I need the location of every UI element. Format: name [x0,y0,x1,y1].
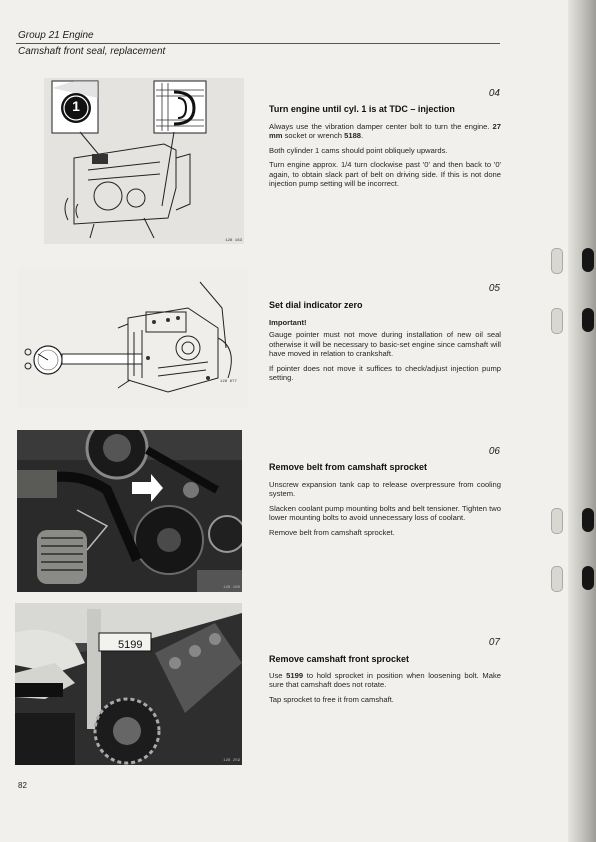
callout-number: 1 [72,98,80,114]
figure-sprocket-removal-photo [15,603,242,765]
binder-hole-shadow [582,248,594,272]
binder-hole [551,248,563,274]
step-body-04 [269,122,501,193]
paragraph: Always use the vibration damper center bolt to turn the engine. 27 mm socket or wrench 5188. [269,122,501,141]
header-group: Group 21 Engine [18,30,94,41]
figure-engine-belt-photo [17,430,242,592]
binder-hole-shadow [582,566,594,590]
binder-hole [551,508,563,534]
paragraph: Unscrew expansion tank cap to release overpressure from cooling system. [269,480,501,499]
figure-dial-indicator-illustration [18,268,248,408]
step-body-07 [269,671,501,709]
binder-hole-shadow [582,508,594,532]
page-number: 82 [18,781,27,790]
step-title-05: Set dial indicator zero [269,300,363,310]
paragraph: Tap sprocket to free it from camshaft. [269,694,394,704]
step-number-06: 06 [488,446,500,457]
header-divider [16,43,500,44]
important-label: Important! [269,318,307,327]
step-body-05 [269,318,501,387]
paragraph: Gauge pointer must not move during installation of new oil seal otherwise it will be necessary to basic-set engine since camshaft will have moved in relation to crankshaft. [269,330,501,359]
step-number-05: 05 [488,283,500,294]
page-edge-shadow [568,0,596,842]
step-title-06: Remove belt from camshaft sprocket [269,462,428,472]
figure-number: 128 160 [223,586,240,590]
step-title-04: Turn engine until cyl. 1 is at TDC – injection [269,104,455,114]
step-body-06 [269,480,501,542]
figure-number: 128 677 [220,380,237,384]
step-number-04: 04 [488,88,500,99]
step-title-07: Remove camshaft front sprocket [269,654,410,664]
paragraph: Slacken coolant pump mounting bolts and belt tensioner. Tighten two lower mounting bolts to avoid unnecessary loss of coolant. [269,503,501,523]
step-number-07: 07 [488,637,500,648]
paragraph: Turn engine approx. 1/4 turn clockwise past '0' and then back to '0' again, to obtain slack part of belt on driving side. If this is not done injection pump setting will be incorrect. [269,160,501,189]
paragraph: Both cylinder 1 cams should point obliquely upwards. [269,145,448,155]
figure-number: 128 259 [223,759,240,763]
binder-hole-shadow [582,308,594,332]
binder-hole [551,308,563,334]
tool-label: 5199 [118,639,143,651]
paragraph: If pointer does not move it suffices to check/adjust injection pump setting. [269,363,501,383]
header-section: Camshaft front seal, replacement [18,46,166,57]
binder-hole [551,566,563,592]
paragraph: Remove belt from camshaft sprocket. [269,527,395,537]
figure-number: 128 163 [225,239,242,243]
paragraph: Use 5199 to hold sprocket in position when loosening bolt. Make sure that camshaft does not rotate. [269,671,501,690]
figure-tdc-engine-illustration [44,78,244,244]
